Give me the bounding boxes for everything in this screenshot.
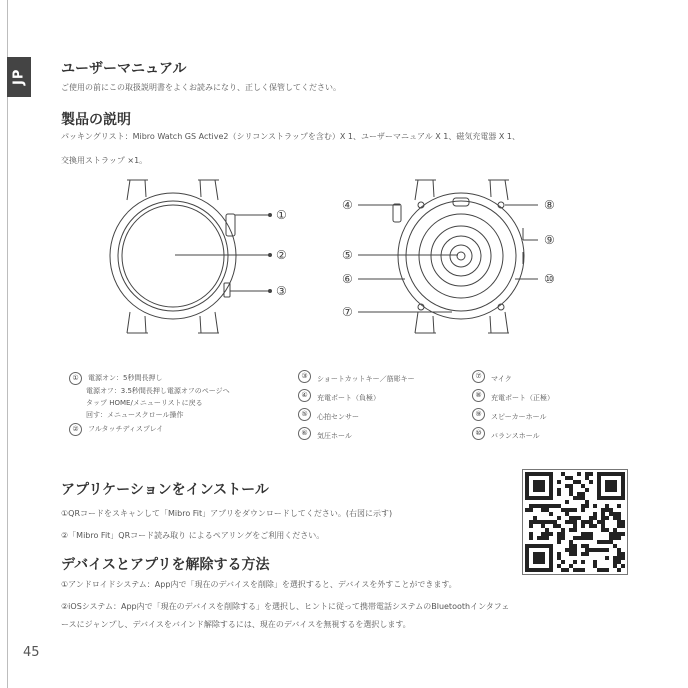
app-install-step1: ①QRコードをスキャンして「Mibro Fit」アプリをダウンロードしてください。(右図に示す): [61, 509, 393, 518]
legend-label: 心拍センサー: [317, 413, 359, 421]
legend-label: 充電ポート（正極）: [491, 394, 554, 402]
callout-1: ①: [276, 208, 287, 222]
legend-number: ②: [69, 423, 82, 436]
callout-8: ⑧: [544, 198, 555, 212]
legend-label: フルタッチディスプレイ: [88, 425, 164, 433]
legend-column-3: [472, 370, 554, 446]
legend-label: 気圧ホール: [317, 432, 352, 440]
watch-back-illustration: [393, 180, 524, 333]
unpair-android-text: ①アンドロイドシステム：App内で「現在のデバイスを削除」を選択すると、デバイスを外すことができます。: [61, 580, 457, 589]
legend-number: ⑨: [472, 408, 485, 421]
legend-column-2: [298, 370, 415, 446]
page-margin-line: [7, 0, 8, 688]
watch-front-illustration: [110, 180, 236, 333]
legend-number: ⑤: [298, 408, 311, 421]
legend-number: ①: [69, 372, 82, 385]
qr-code-image: [523, 470, 627, 574]
legend-label: タップ HOME/メニューリストに戻る: [86, 399, 203, 407]
legend-label: ショートカットキー／筋彫キー: [317, 375, 415, 383]
legend-number: ④: [298, 389, 311, 402]
watch-diagram: [0, 170, 688, 340]
callout-6: ⑥: [342, 272, 353, 286]
callout-2: ②: [276, 248, 287, 262]
callout-5: ⑤: [342, 248, 353, 262]
unpair-ios-text-line2: ースにジャンプし、デバイスをバインド解除するには、現在のデバイスを無視するを選択します。: [61, 620, 411, 629]
product-heading: 製品の説明: [61, 112, 131, 128]
legend-label: スピーカーホール: [491, 413, 547, 421]
qr-code[interactable]: [522, 469, 628, 575]
legend-label: バランスホール: [491, 432, 540, 440]
manual-title: ユーザーマニュアル: [61, 61, 187, 77]
packing-list-line2: 交換用ストラップ ×1。: [61, 156, 148, 165]
legend-label: 回す：メニュースクロール操作: [86, 411, 184, 419]
legend-column-1: [69, 372, 230, 436]
legend-label: 電源オフ：3.5秒間長押し電源オフのページへ: [86, 387, 230, 395]
callout-3: ③: [276, 284, 287, 298]
page-number: 45: [23, 645, 40, 660]
legend-label: 電源オン：5秒間長押し: [88, 374, 163, 382]
language-tab: JP: [7, 57, 31, 97]
callout-10: ⑩: [544, 272, 555, 286]
legend-label: マイク: [491, 375, 512, 383]
app-install-heading: アプリケーションをインストール: [61, 482, 269, 498]
legend-number: ⑦: [472, 370, 485, 383]
unpair-heading: デバイスとアプリを解除する方法: [61, 557, 270, 573]
packing-list-line1: パッキングリスト：Mibro Watch GS Active2（シリコンストラップを含む）X 1、ユーザーマニュアル X 1、磁気充電器 X 1、: [61, 132, 521, 141]
legend-number: ⑩: [472, 427, 485, 440]
callout-4: ④: [342, 198, 353, 212]
legend-number: ③: [298, 370, 311, 383]
intro-text: ご使用の前にこの取扱説明書をよくお読みになり、正しく保管してください。: [61, 83, 341, 92]
callout-7: ⑦: [342, 305, 353, 319]
legend-label: 充電ポート（負極）: [317, 394, 380, 402]
legend-number: ⑧: [472, 389, 485, 402]
unpair-ios-text-line1: ②iOSシステム：App内で「現在のデバイスを削除する」を選択し、ヒントに従って携帯電話システムのBluetoothインタフェ: [61, 602, 510, 611]
legend-number: ⑥: [298, 427, 311, 440]
callout-9: ⑨: [544, 233, 555, 247]
app-install-step2: ②「Mibro Fit」QRコード読み取り によるペアリングをご利用ください。: [61, 531, 325, 540]
